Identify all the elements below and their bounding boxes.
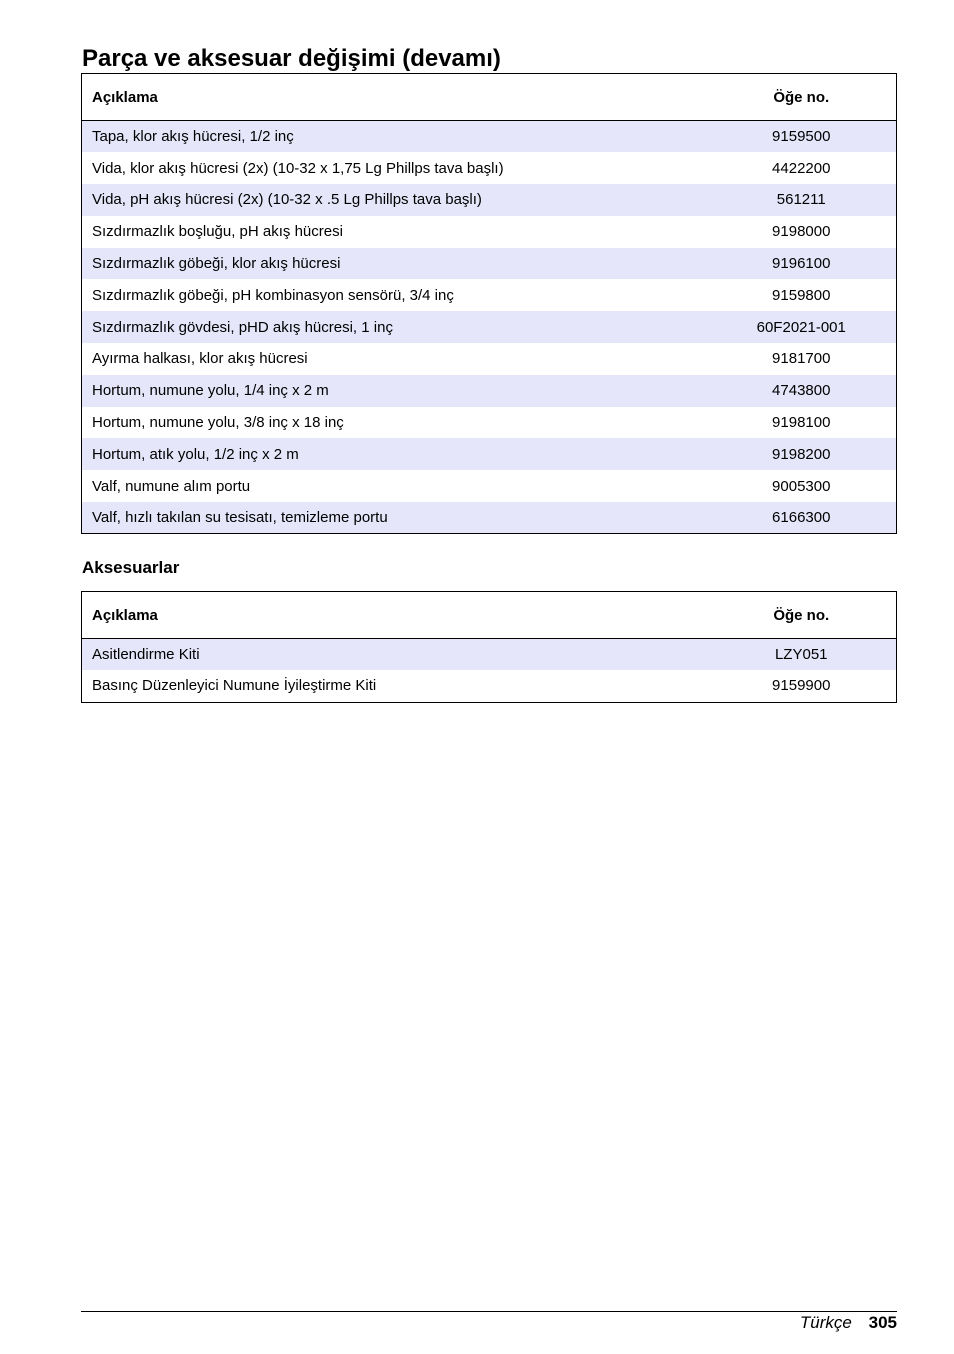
row-description: Asitlendirme Kiti (82, 639, 707, 671)
row-description: Vida, pH akış hücresi (2x) (10-32 x .5 Lg Phillps tava başlı) (82, 184, 707, 216)
accessories-heading: Aksesuarlar (82, 558, 180, 577)
row-description: Sızdırmazlık boşluğu, pH akış hücresi (82, 216, 707, 248)
table-header-row (82, 74, 897, 121)
accessories-table (81, 591, 897, 703)
table-row (82, 279, 897, 311)
table-row (82, 184, 897, 216)
footer (800, 1312, 897, 1334)
accessories-table-body (82, 639, 897, 703)
table-row (82, 438, 897, 470)
footer-divider (81, 1311, 897, 1312)
table-row (82, 639, 897, 671)
table-header-row (82, 592, 897, 639)
table-row (82, 670, 897, 702)
table-row (82, 375, 897, 407)
table-row (82, 343, 897, 375)
page-title: Parça ve aksesuar değişimi (devamı) (82, 45, 501, 72)
table-row (82, 248, 897, 280)
header-item-no: Öğe no. (773, 88, 830, 106)
table-row (82, 470, 897, 502)
row-item-no: 4743800 (707, 375, 897, 407)
row-description: Sızdırmazlık göbeği, pH kombinasyon sensörü, 3/4 inç (82, 279, 707, 311)
page-number: 305 (868, 1313, 897, 1332)
row-item-no: 9159500 (707, 121, 897, 153)
row-item-no: 60F2021-001 (707, 311, 897, 343)
header-description: Açıklama (92, 606, 158, 624)
row-description: Sızdırmazlık gövdesi, pHD akış hücresi, 1 inç (82, 311, 707, 343)
row-item-no: 9181700 (707, 343, 897, 375)
parts-table-body (82, 121, 897, 534)
row-item-no: 9159900 (707, 670, 897, 702)
row-item-no: 561211 (707, 184, 897, 216)
row-description: Hortum, atık yolu, 1/2 inç x 2 m (82, 438, 707, 470)
row-description: Valf, numune alım portu (82, 470, 707, 502)
table-row (82, 502, 897, 534)
row-item-no: 9005300 (707, 470, 897, 502)
table-row (82, 152, 897, 184)
row-item-no: 9198100 (707, 407, 897, 439)
table-row (82, 216, 897, 248)
row-item-no: 6166300 (707, 502, 897, 534)
row-description: Vida, klor akış hücresi (2x) (10-32 x 1,75 Lg Phillps tava başlı) (82, 152, 707, 184)
header-description: Açıklama (92, 88, 158, 106)
row-description: Hortum, numune yolu, 1/4 inç x 2 m (82, 375, 707, 407)
row-item-no: 4422200 (707, 152, 897, 184)
row-description: Basınç Düzenleyici Numune İyileştirme Kiti (82, 670, 707, 702)
parts-table (81, 73, 897, 534)
row-item-no: 9196100 (707, 248, 897, 280)
header-item-no: Öğe no. (773, 606, 830, 624)
table-row (82, 407, 897, 439)
row-description: Valf, hızlı takılan su tesisatı, temizleme portu (82, 502, 707, 534)
row-item-no: 9198000 (707, 216, 897, 248)
row-description: Sızdırmazlık göbeği, klor akış hücresi (82, 248, 707, 280)
footer-language: Türkçe (799, 1313, 852, 1332)
row-item-no: 9198200 (707, 438, 897, 470)
table-row (82, 121, 897, 153)
row-item-no: 9159800 (707, 279, 897, 311)
table-row (82, 311, 897, 343)
row-description: Ayırma halkası, klor akış hücresi (82, 343, 707, 375)
row-description: Hortum, numune yolu, 3/8 inç x 18 inç (82, 407, 707, 439)
row-item-no: LZY051 (707, 639, 897, 671)
row-description: Tapa, klor akış hücresi, 1/2 inç (82, 121, 707, 153)
